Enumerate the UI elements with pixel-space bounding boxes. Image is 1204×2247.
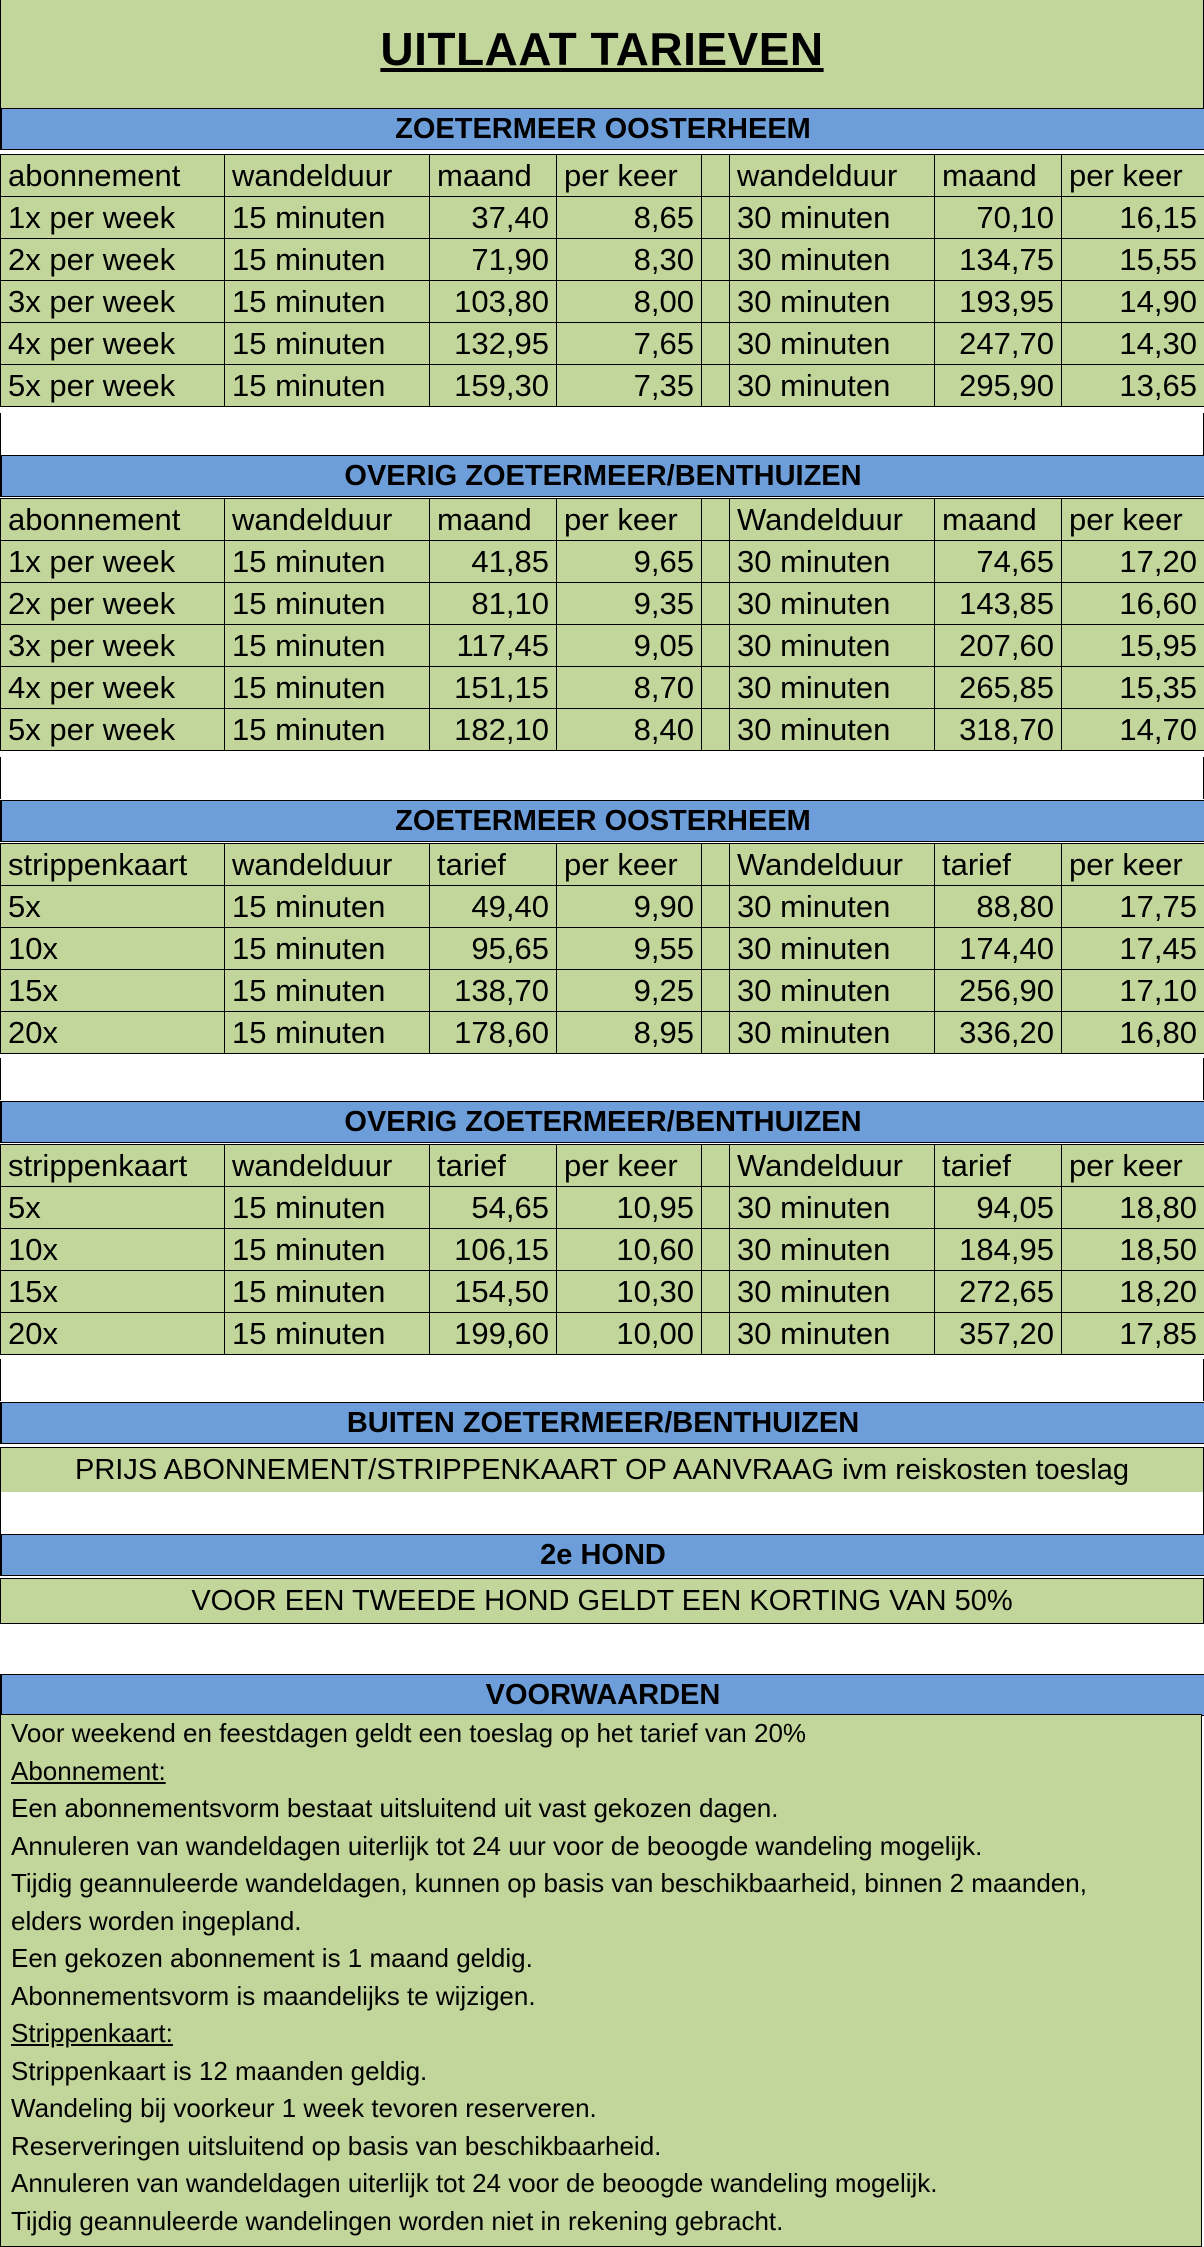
table-cell: 5x bbox=[1, 886, 225, 928]
table-cell: 74,65 bbox=[935, 541, 1062, 583]
table-row bbox=[1, 1229, 1204, 1271]
condition-line: Annuleren van wandeldagen uiterlijk tot 24 voor de beoogde wandeling mogelijk. bbox=[11, 2168, 938, 2198]
table-row bbox=[1, 1313, 1204, 1355]
table-cell: 30 minuten bbox=[730, 197, 935, 239]
table-cell: 15 minuten bbox=[225, 970, 430, 1012]
table-cell: 3x per week bbox=[1, 281, 225, 323]
table-cell: 15,95 bbox=[1062, 625, 1204, 667]
table-cell: 20x bbox=[1, 1313, 225, 1355]
table-cell: 3x per week bbox=[1, 625, 225, 667]
condition-line: Een abonnementsvorm bestaat uitsluitend uit vast gekozen dagen. bbox=[11, 1793, 779, 1823]
table-cell bbox=[702, 281, 730, 323]
table-cell: 2x per week bbox=[1, 239, 225, 281]
table-cell bbox=[702, 541, 730, 583]
spacer-row bbox=[0, 413, 1204, 455]
table-cell: 151,15 bbox=[430, 667, 557, 709]
table-row bbox=[1, 1271, 1204, 1313]
table-cell: 295,90 bbox=[935, 365, 1062, 407]
table-cell: 20x bbox=[1, 1012, 225, 1054]
title-block bbox=[0, 0, 1204, 109]
table-cell: 49,40 bbox=[430, 886, 557, 928]
table-cell bbox=[702, 709, 730, 751]
column-header bbox=[702, 1145, 730, 1187]
table-cell: 15x bbox=[1, 970, 225, 1012]
table-cell: 159,30 bbox=[430, 365, 557, 407]
table-header-row bbox=[1, 499, 1204, 541]
column-header: wandelduur bbox=[225, 1145, 430, 1187]
table-cell: 14,70 bbox=[1062, 709, 1204, 751]
table-cell: 272,65 bbox=[935, 1271, 1062, 1313]
table-header-row bbox=[1, 1145, 1204, 1187]
table-cell bbox=[702, 1313, 730, 1355]
table-cell: 7,35 bbox=[557, 365, 702, 407]
condition-line: Reserveringen uitsluitend op basis van beschikbaarheid. bbox=[11, 2130, 662, 2161]
condition-line: Strippenkaart is 12 maanden geldig. bbox=[11, 2055, 428, 2086]
column-header: Wandelduur bbox=[730, 1145, 935, 1187]
table-cell: 15 minuten bbox=[225, 709, 430, 751]
column-header: tarief bbox=[935, 844, 1062, 886]
table-cell: 30 minuten bbox=[730, 323, 935, 365]
table-cell: 17,10 bbox=[1062, 970, 1204, 1012]
buiten-text: PRIJS ABONNEMENT/STRIPPENKAART OP AANVRAAG ivm reiskosten toeslag bbox=[0, 1447, 1204, 1493]
second-dog-heading: 2e HOND bbox=[0, 1534, 1204, 1576]
table-cell: 14,30 bbox=[1062, 323, 1204, 365]
column-header: maand bbox=[430, 499, 557, 541]
table-cell: 1x per week bbox=[1, 197, 225, 239]
second-dog-text: VOOR EEN TWEEDE HOND GELDT EEN KORTING VAN 50% bbox=[0, 1578, 1204, 1624]
table-cell: 16,60 bbox=[1062, 583, 1204, 625]
column-header: Wandelduur bbox=[730, 844, 935, 886]
table-cell: 16,80 bbox=[1062, 1012, 1204, 1054]
table-cell: 70,10 bbox=[935, 197, 1062, 239]
table-cell: 15 minuten bbox=[225, 197, 430, 239]
table-header-row bbox=[1, 844, 1204, 886]
column-header: per keer bbox=[557, 499, 702, 541]
table-cell: 10,95 bbox=[557, 1187, 702, 1229]
table-cell bbox=[702, 583, 730, 625]
table-cell: 17,75 bbox=[1062, 886, 1204, 928]
table-cell: 182,10 bbox=[430, 709, 557, 751]
table-cell: 10,00 bbox=[557, 1313, 702, 1355]
table-cell bbox=[702, 970, 730, 1012]
table-cell: 30 minuten bbox=[730, 928, 935, 970]
table-cell: 2x per week bbox=[1, 583, 225, 625]
table-row bbox=[1, 239, 1204, 281]
table-cell: 18,80 bbox=[1062, 1187, 1204, 1229]
column-header bbox=[702, 155, 730, 197]
table-cell bbox=[702, 1229, 730, 1271]
table-cell: 37,40 bbox=[430, 197, 557, 239]
table-cell bbox=[702, 667, 730, 709]
table-cell: 15 minuten bbox=[225, 1229, 430, 1271]
column-header bbox=[702, 844, 730, 886]
table-cell: 9,65 bbox=[557, 541, 702, 583]
spacer-row bbox=[0, 1359, 1204, 1401]
table-cell bbox=[702, 1187, 730, 1229]
column-header: Wandelduur bbox=[730, 499, 935, 541]
table-cell: 30 minuten bbox=[730, 1187, 935, 1229]
table-cell: 30 minuten bbox=[730, 970, 935, 1012]
column-header: maand bbox=[430, 155, 557, 197]
table-cell: 207,60 bbox=[935, 625, 1062, 667]
table-cell: 15 minuten bbox=[225, 886, 430, 928]
column-header: wandelduur bbox=[225, 844, 430, 886]
table-cell bbox=[702, 197, 730, 239]
table-cell: 178,60 bbox=[430, 1012, 557, 1054]
table-cell: 256,90 bbox=[935, 970, 1062, 1012]
table-cell: 4x per week bbox=[1, 667, 225, 709]
column-header: strippenkaart bbox=[1, 844, 225, 886]
table-cell: 7,65 bbox=[557, 323, 702, 365]
column-header: wandelduur bbox=[225, 499, 430, 541]
table-row bbox=[1, 197, 1204, 239]
spacer-row bbox=[0, 757, 1204, 799]
table-cell: 5x bbox=[1, 1187, 225, 1229]
table-cell: 15 minuten bbox=[225, 1012, 430, 1054]
table-cell: 18,50 bbox=[1062, 1229, 1204, 1271]
table-cell: 41,85 bbox=[430, 541, 557, 583]
conditions-heading: VOORWAARDEN bbox=[0, 1674, 1204, 1716]
table-row bbox=[1, 625, 1204, 667]
table-cell: 134,75 bbox=[935, 239, 1062, 281]
table-cell: 30 minuten bbox=[730, 709, 935, 751]
table-cell: 8,95 bbox=[557, 1012, 702, 1054]
table-cell: 336,20 bbox=[935, 1012, 1062, 1054]
table-cell: 30 minuten bbox=[730, 1271, 935, 1313]
table-cell: 143,85 bbox=[935, 583, 1062, 625]
table-cell: 30 minuten bbox=[730, 1313, 935, 1355]
table-row bbox=[1, 970, 1204, 1012]
table-row bbox=[1, 709, 1204, 751]
column-header: wandelduur bbox=[225, 155, 430, 197]
condition-line: Annuleren van wandeldagen uiterlijk tot 24 uur voor de beoogde wandeling mogelijk. bbox=[11, 1830, 983, 1861]
table-cell: 1x per week bbox=[1, 541, 225, 583]
table-cell: 17,20 bbox=[1062, 541, 1204, 583]
table-cell: 30 minuten bbox=[730, 281, 935, 323]
column-header: per keer bbox=[1062, 499, 1204, 541]
table-cell: 10,30 bbox=[557, 1271, 702, 1313]
table-cell: 106,15 bbox=[430, 1229, 557, 1271]
table-cell bbox=[702, 365, 730, 407]
rate-table bbox=[0, 154, 1204, 407]
table-cell bbox=[702, 625, 730, 667]
table-row bbox=[1, 323, 1204, 365]
table-cell: 30 minuten bbox=[730, 625, 935, 667]
table-cell: 14,90 bbox=[1062, 281, 1204, 323]
table-cell bbox=[702, 1012, 730, 1054]
table-cell: 8,30 bbox=[557, 239, 702, 281]
table-cell: 8,40 bbox=[557, 709, 702, 751]
table-cell: 318,70 bbox=[935, 709, 1062, 751]
table-cell: 9,55 bbox=[557, 928, 702, 970]
spacer-row bbox=[0, 1058, 1204, 1100]
table-cell: 138,70 bbox=[430, 970, 557, 1012]
condition-line: elders worden ingepland. bbox=[11, 1905, 302, 1936]
table-cell: 9,05 bbox=[557, 625, 702, 667]
table-header-row bbox=[1, 155, 1204, 197]
section-heading: OVERIG ZOETERMEER/BENTHUIZEN bbox=[0, 455, 1204, 497]
table-cell: 132,95 bbox=[430, 323, 557, 365]
condition-line: Tijdig geannuleerde wandeldagen, kunnen op basis van beschikbaarheid, binnen 2 maanden, bbox=[11, 1868, 1087, 1898]
table-cell: 15 minuten bbox=[225, 1187, 430, 1229]
table-cell: 5x per week bbox=[1, 709, 225, 751]
table-row bbox=[1, 1187, 1204, 1229]
condition-line: Voor weekend en feestdagen geldt een toeslag op het tarief van 20% bbox=[11, 1718, 807, 1748]
table-cell: 30 minuten bbox=[730, 886, 935, 928]
table-row bbox=[1, 886, 1204, 928]
table-cell: 8,00 bbox=[557, 281, 702, 323]
rate-table bbox=[0, 498, 1204, 751]
table-cell: 30 minuten bbox=[730, 365, 935, 407]
table-cell: 199,60 bbox=[430, 1313, 557, 1355]
table-cell: 15 minuten bbox=[225, 541, 430, 583]
condition-line: Abonnementsvorm is maandelijks te wijzigen. bbox=[11, 1980, 536, 2011]
column-header: tarief bbox=[430, 844, 557, 886]
table-row bbox=[1, 667, 1204, 709]
table-cell: 71,90 bbox=[430, 239, 557, 281]
table-cell: 174,40 bbox=[935, 928, 1062, 970]
table-cell: 117,45 bbox=[430, 625, 557, 667]
condition-line: Een gekozen abonnement is 1 maand geldig. bbox=[11, 1943, 533, 1973]
table-cell: 9,90 bbox=[557, 886, 702, 928]
table-cell: 95,65 bbox=[430, 928, 557, 970]
condition-line: Strippenkaart: bbox=[11, 2018, 173, 2048]
conditions-block bbox=[0, 1714, 1202, 2247]
column-header: wandelduur bbox=[730, 155, 935, 197]
table-cell bbox=[702, 239, 730, 281]
table-cell: 30 minuten bbox=[730, 667, 935, 709]
table-cell: 18,20 bbox=[1062, 1271, 1204, 1313]
table-cell: 30 minuten bbox=[730, 583, 935, 625]
rate-table bbox=[0, 1144, 1204, 1355]
table-cell: 193,95 bbox=[935, 281, 1062, 323]
table-cell: 247,70 bbox=[935, 323, 1062, 365]
column-header: tarief bbox=[935, 1145, 1062, 1187]
column-header: strippenkaart bbox=[1, 1145, 225, 1187]
table-cell: 15 minuten bbox=[225, 323, 430, 365]
column-header: tarief bbox=[430, 1145, 557, 1187]
table-cell: 357,20 bbox=[935, 1313, 1062, 1355]
table-cell: 154,50 bbox=[430, 1271, 557, 1313]
section-heading: ZOETERMEER OOSTERHEEM bbox=[0, 108, 1204, 150]
table-cell: 30 minuten bbox=[730, 1229, 935, 1271]
table-cell: 30 minuten bbox=[730, 1012, 935, 1054]
condition-line: Wandeling bij voorkeur 1 week tevoren reserveren. bbox=[11, 2093, 597, 2123]
spacer-row bbox=[0, 1492, 1204, 1534]
table-cell: 184,95 bbox=[935, 1229, 1062, 1271]
table-cell: 10,60 bbox=[557, 1229, 702, 1271]
condition-line: Abonnement: bbox=[11, 1755, 166, 1786]
table-cell: 94,05 bbox=[935, 1187, 1062, 1229]
buiten-heading: BUITEN ZOETERMEER/BENTHUIZEN bbox=[0, 1402, 1204, 1444]
column-header: maand bbox=[935, 155, 1062, 197]
table-cell: 15 minuten bbox=[225, 625, 430, 667]
table-cell: 30 minuten bbox=[730, 239, 935, 281]
table-cell: 8,65 bbox=[557, 197, 702, 239]
rate-table bbox=[0, 843, 1204, 1054]
section-heading: ZOETERMEER OOSTERHEEM bbox=[0, 800, 1204, 842]
column-header: per keer bbox=[557, 155, 702, 197]
table-cell: 15 minuten bbox=[225, 281, 430, 323]
table-cell bbox=[702, 886, 730, 928]
page-title: UITLAAT TARIEVEN bbox=[380, 23, 824, 75]
table-cell: 10x bbox=[1, 928, 225, 970]
table-row bbox=[1, 583, 1204, 625]
table-cell bbox=[702, 928, 730, 970]
table-cell: 88,80 bbox=[935, 886, 1062, 928]
column-header: per keer bbox=[1062, 844, 1204, 886]
table-cell: 15x bbox=[1, 1271, 225, 1313]
table-cell: 265,85 bbox=[935, 667, 1062, 709]
column-header: per keer bbox=[557, 844, 702, 886]
table-cell: 30 minuten bbox=[730, 541, 935, 583]
table-cell: 15 minuten bbox=[225, 667, 430, 709]
column-header: maand bbox=[935, 499, 1062, 541]
column-header: abonnement bbox=[1, 155, 225, 197]
column-header: per keer bbox=[1062, 155, 1204, 197]
table-cell: 17,45 bbox=[1062, 928, 1204, 970]
table-cell: 9,25 bbox=[557, 970, 702, 1012]
table-row bbox=[1, 928, 1204, 970]
table-cell: 81,10 bbox=[430, 583, 557, 625]
table-row bbox=[1, 281, 1204, 323]
column-header bbox=[702, 499, 730, 541]
table-cell: 15,55 bbox=[1062, 239, 1204, 281]
table-cell: 15 minuten bbox=[225, 583, 430, 625]
column-header: per keer bbox=[557, 1145, 702, 1187]
table-cell: 15 minuten bbox=[225, 928, 430, 970]
table-cell: 15 minuten bbox=[225, 1313, 430, 1355]
table-cell: 15 minuten bbox=[225, 365, 430, 407]
table-cell bbox=[702, 323, 730, 365]
condition-line: Tijdig geannuleerde wandelingen worden niet in rekening gebracht. bbox=[11, 2205, 784, 2236]
table-cell: 103,80 bbox=[430, 281, 557, 323]
table-cell: 54,65 bbox=[430, 1187, 557, 1229]
table-cell: 9,35 bbox=[557, 583, 702, 625]
table-cell: 15 minuten bbox=[225, 1271, 430, 1313]
table-cell: 10x bbox=[1, 1229, 225, 1271]
table-cell: 16,15 bbox=[1062, 197, 1204, 239]
table-row bbox=[1, 541, 1204, 583]
table-cell: 17,85 bbox=[1062, 1313, 1204, 1355]
table-cell: 15,35 bbox=[1062, 667, 1204, 709]
table-cell: 4x per week bbox=[1, 323, 225, 365]
table-cell: 5x per week bbox=[1, 365, 225, 407]
table-cell: 13,65 bbox=[1062, 365, 1204, 407]
column-header: abonnement bbox=[1, 499, 225, 541]
table-row bbox=[1, 365, 1204, 407]
table-cell bbox=[702, 1271, 730, 1313]
table-cell: 8,70 bbox=[557, 667, 702, 709]
table-row bbox=[1, 1012, 1204, 1054]
column-header: per keer bbox=[1062, 1145, 1204, 1187]
table-cell: 15 minuten bbox=[225, 239, 430, 281]
section-heading: OVERIG ZOETERMEER/BENTHUIZEN bbox=[0, 1101, 1204, 1143]
